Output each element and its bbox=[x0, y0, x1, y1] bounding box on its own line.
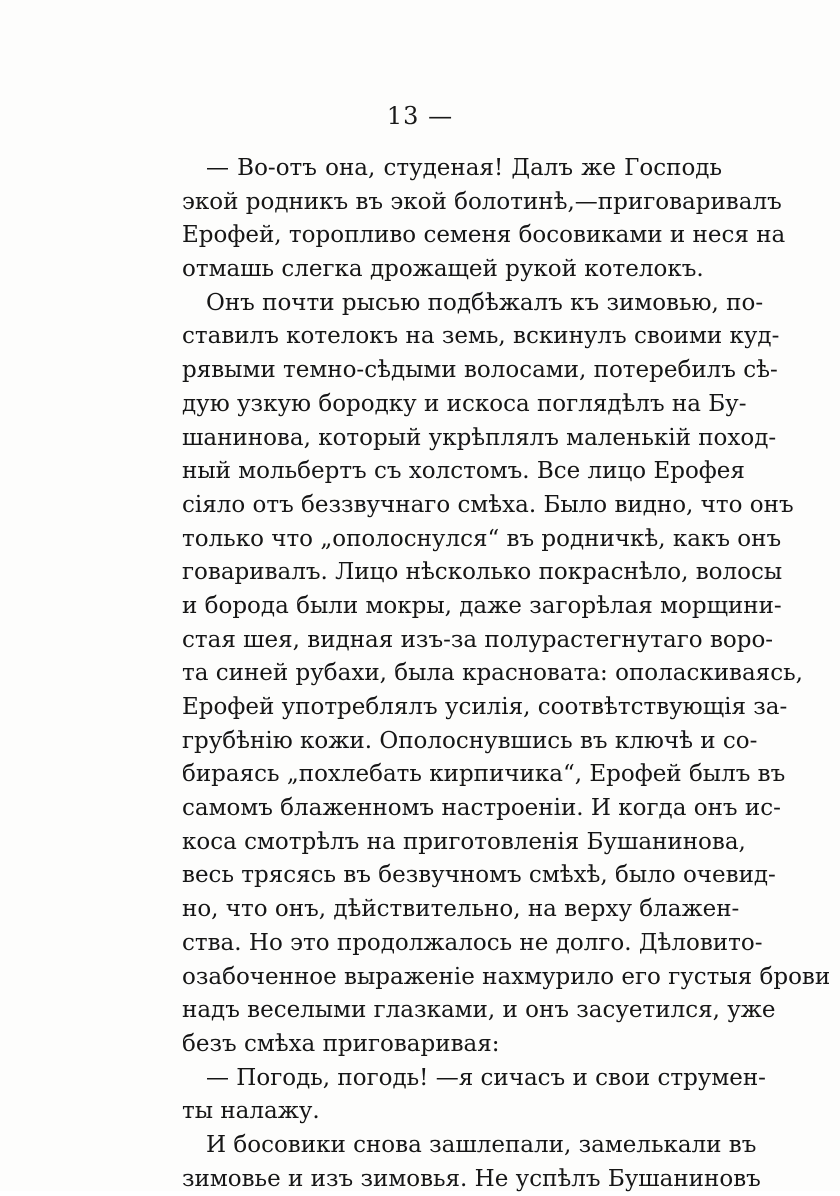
text-line: отмашь слегка дрожащей рукой котелокъ. bbox=[182, 256, 704, 283]
text-line: надъ веселыми глазками, и онъ засуетился, уже bbox=[182, 997, 776, 1024]
text-line: зимовье и изъ зимовья. Не успѣлъ Бушаниновъ bbox=[182, 1165, 761, 1192]
text-line: шанинова, который укрѣплялъ маленькій поход- bbox=[182, 424, 777, 451]
text-line: ный мольбертъ съ холстомъ. Все лицо Ерофея bbox=[182, 458, 745, 485]
text-line: дую узкую бородку и искоса поглядѣлъ на Бу- bbox=[182, 390, 747, 417]
text-line: Онъ почти рысью подбѣжалъ къ зимовью, по- bbox=[206, 289, 764, 316]
text-line: ства. Но это продолжалось не долго. Дѣловито- bbox=[182, 929, 763, 956]
text-line: весь трясясь въ безвучномъ смѣхѣ, было очевид- bbox=[182, 862, 776, 889]
text-line: бираясь „похлебать кирпичика“, Ерофей былъ въ bbox=[182, 761, 786, 788]
text-line: ты налажу. bbox=[182, 1098, 320, 1125]
text-line: и борода были мокры, даже загорѣлая морщини- bbox=[182, 592, 782, 619]
text-line: Ерофей, торопливо семеня босовиками и неся на bbox=[182, 222, 786, 249]
text-line: — Во-отъ она, студеная! Далъ же Господь bbox=[206, 155, 722, 181]
text-line: ставилъ котелокъ на земь, вскинулъ своими куд- bbox=[182, 323, 780, 350]
body-text bbox=[182, 152, 831, 1196]
text-line: экой родникъ въ экой болотинѣ,—приговаривалъ bbox=[182, 188, 782, 215]
text-line: озабоченное выраженіе нахмурило его густыя брови bbox=[182, 963, 831, 990]
text-line: та синей рубахи, была красновата: ополаскиваясь, bbox=[182, 660, 803, 687]
text-line: — Погодь, погодь! —я сичасъ и свои струмен- bbox=[206, 1064, 766, 1091]
text-line: но, что онъ, дѣйствительно, на верху блажен- bbox=[182, 896, 740, 923]
page-number: 13 — bbox=[386, 102, 454, 130]
text-line: Ерофей употреблялъ усилія, соотвѣтствующія за- bbox=[182, 694, 788, 720]
text-line: говаривалъ. Лицо нѣсколько покраснѣло, волосы bbox=[182, 559, 783, 586]
text-line: сіяло отъ беззвучнаго смѣха. Было видно, что онъ bbox=[182, 491, 794, 518]
text-line: коса смотрѣлъ на приготовленія Бушанинова, bbox=[182, 828, 746, 855]
text-line: безъ смѣха приговаривая: bbox=[182, 1030, 500, 1057]
text-line: И босовики снова зашлепали, замелькали въ bbox=[206, 1131, 757, 1158]
text-line: рявыми темно-сѣдыми волосами, потеребилъ сѣ- bbox=[182, 357, 778, 384]
text-line: только что „ополоснулся“ въ родничкѣ, какъ онъ bbox=[182, 525, 782, 552]
text-line: самомъ блаженномъ настроеніи. И когда онъ ис- bbox=[182, 795, 781, 822]
text-line: грубѣнію кожи. Ополоснувшись въ ключѣ и со- bbox=[182, 727, 758, 754]
text-line: стая шея, видная изъ-за полурастегнутаго воро- bbox=[182, 626, 774, 653]
